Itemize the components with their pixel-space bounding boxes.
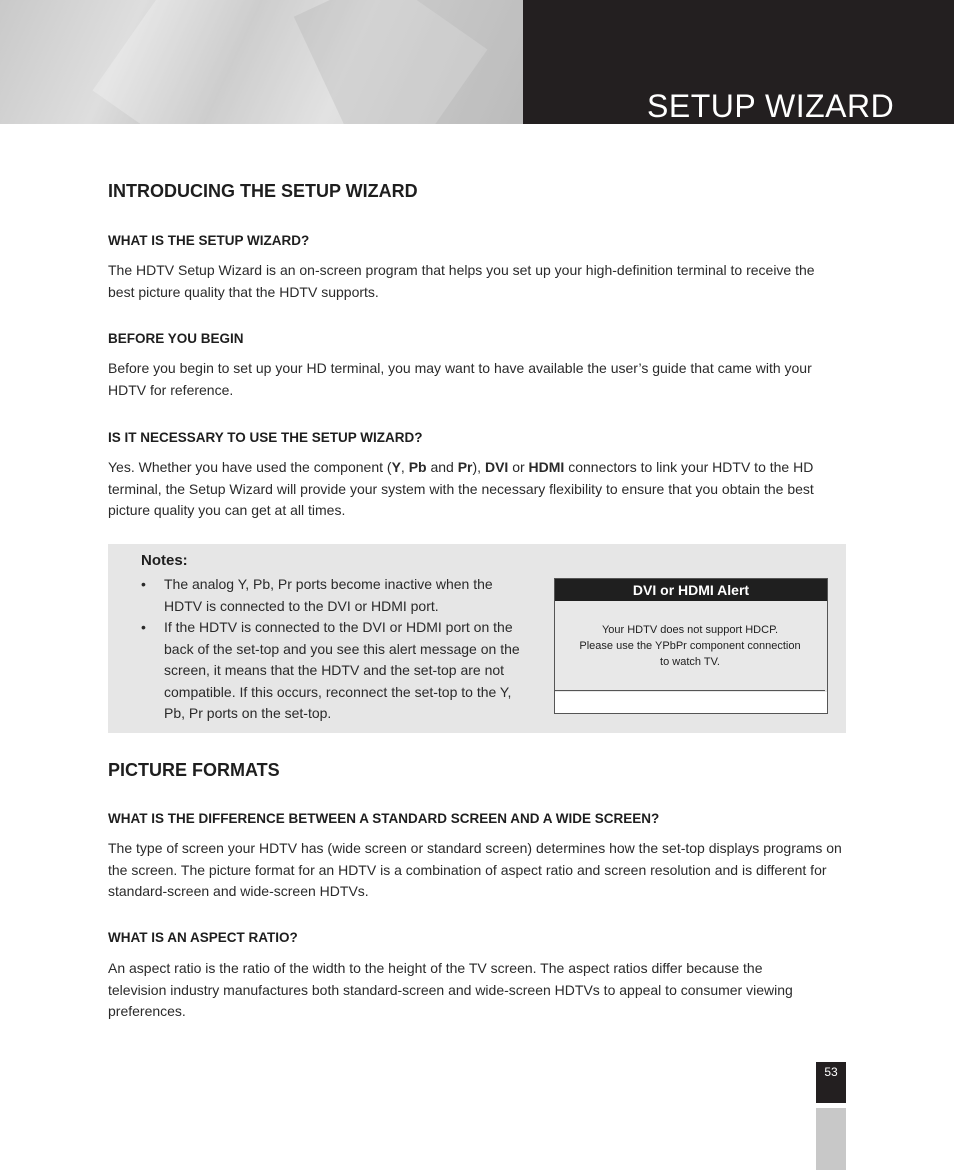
- subheading-difference: WHAT IS THE DIFFERENCE BETWEEN A STANDARD SCREEN AND A WIDE SCREEN?: [108, 811, 660, 826]
- section-heading-intro: INTRODUCING THE SETUP WIZARD: [108, 181, 418, 201]
- paragraph-what-is: The HDTV Setup Wizard is an on-screen program that helps you set up your high-definition terminal to receive the best picture quality that the HDTV supports.: [108, 262, 815, 300]
- notes-list-item: [141, 617, 531, 725]
- page-title: SETUP WIZARD: [647, 88, 895, 124]
- notes-box: [108, 544, 846, 733]
- text-run-bold: Y: [391, 459, 401, 475]
- notes-title: Notes:: [141, 552, 188, 569]
- bullet-icon: •: [141, 576, 146, 592]
- text-run-bold: Pr: [457, 459, 473, 475]
- text-run: connectors to link your HDTV to the HD terminal, the Setup Wizard will provide your system with the necessary flexibility to ensure that you obtain the best picture quality you can get at all times.: [108, 459, 814, 518]
- alert-title: DVI or HDMI Alert: [555, 579, 827, 601]
- alert-line: to watch TV.: [660, 656, 720, 668]
- header-decorative-graphic: [0, 0, 523, 124]
- paragraph-difference: The type of screen your HDTV has (wide screen or standard screen) determines how the set-top displays programs on the screen. The picture format for an HDTV is a combination of aspect ratio and screen resolution and is different for standard-screen and wide-screen HDTVs.: [108, 840, 842, 899]
- alert-message: [555, 603, 825, 691]
- alert-line: Please use the YPbPr component connection: [579, 640, 801, 652]
- text-run-bold: Pb: [408, 459, 427, 475]
- paragraph-aspect: An aspect ratio is the ratio of the width to the height of the TV screen. The aspect ratios differ because the television industry manufactures both standard-screen and wide-screen HDTVs to appeal to consumer viewing preferences.: [108, 960, 793, 1019]
- subheading-what-is: WHAT IS THE SETUP WIZARD?: [108, 233, 310, 248]
- text-run-bold: DVI: [484, 459, 509, 475]
- paragraph-necessary: [108, 457, 844, 522]
- subheading-necessary: IS IT NECESSARY TO USE THE SETUP WIZARD?: [108, 430, 423, 445]
- text-run: Yes. Whether you have used the component (: [108, 459, 392, 475]
- notes-list: [141, 574, 531, 725]
- side-tab-decoration: [816, 1108, 846, 1170]
- text-run: and: [426, 459, 458, 475]
- alert-footer: [555, 692, 827, 713]
- subheading-aspect: WHAT IS AN ASPECT RATIO?: [108, 930, 298, 945]
- text-run: or: [508, 459, 529, 475]
- paragraph-before: Before you begin to set up your HD terminal, you may want to have available the user’s guide that came with your HDTV for reference.: [108, 360, 812, 398]
- subheading-before: BEFORE YOU BEGIN: [108, 331, 244, 346]
- alert-screenshot: [554, 578, 828, 714]
- text-run: ,: [400, 459, 409, 475]
- text-run-bold: HDMI: [528, 459, 565, 475]
- notes-item-text: The analog Y, Pb, Pr ports become inactive when the HDTV is connected to the DVI or HDMI port.: [164, 576, 493, 614]
- page-number: 53: [816, 1062, 846, 1103]
- bullet-icon: •: [141, 619, 146, 635]
- notes-list-item: [141, 574, 531, 617]
- alert-line: Your HDTV does not support HDCP.: [601, 624, 779, 636]
- text-run: ),: [472, 459, 485, 475]
- section-heading-formats: PICTURE FORMATS: [108, 760, 280, 780]
- notes-item-text: If the HDTV is connected to the DVI or HDMI port on the back of the set-top and you see this alert message on the screen, it means that the HDTV and the set-top are not compatible. If this occurs, reconnect the set-top to the Y, Pb, Pr ports on the set-top.: [164, 619, 520, 721]
